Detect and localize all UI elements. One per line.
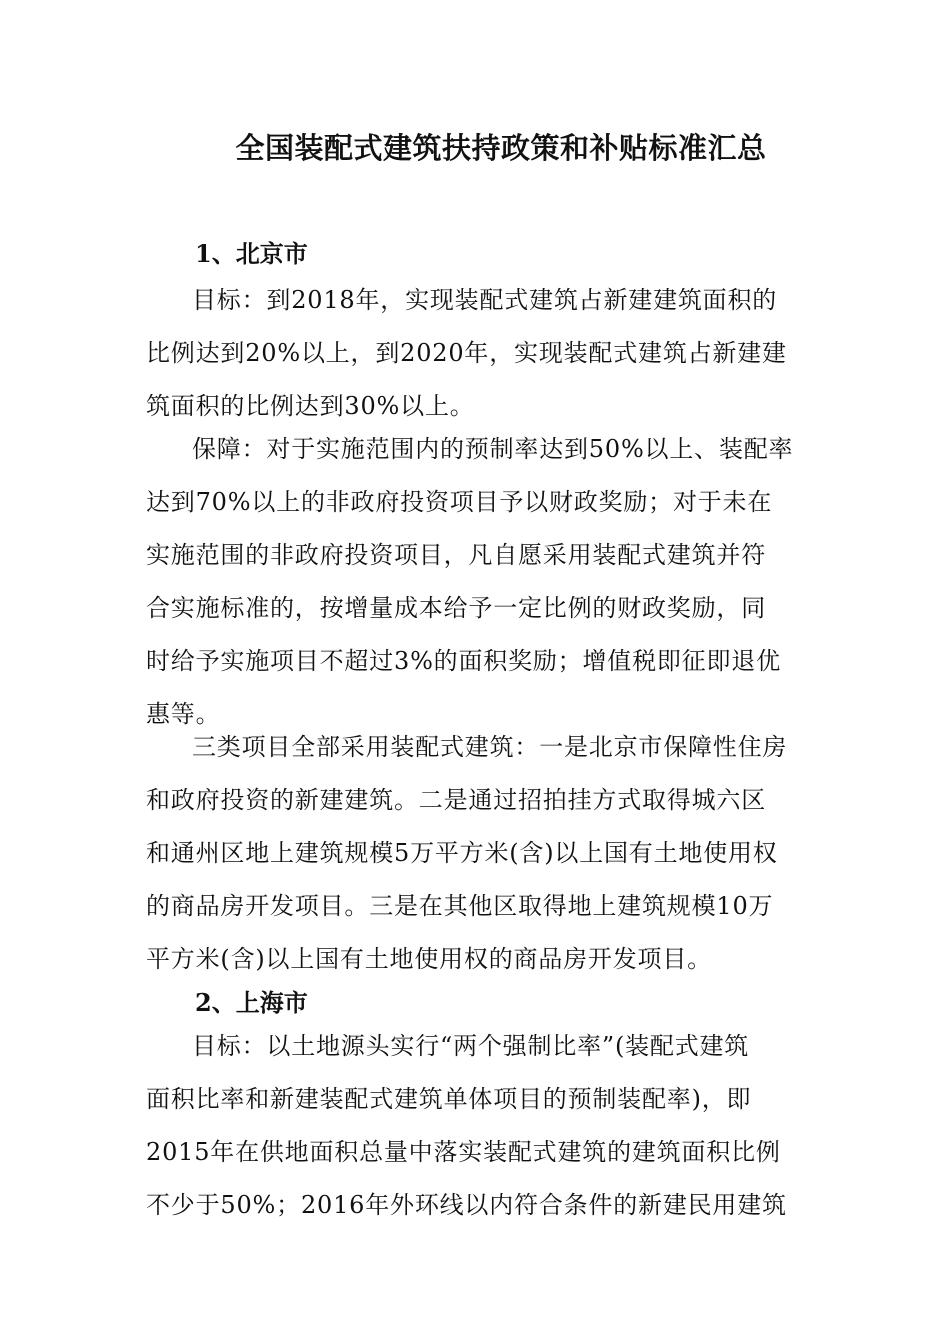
text-line: 不少于50%；2016年外环线以内符合条件的新建民用建筑 <box>146 1191 787 1219</box>
text-line: 比例达到20%以上，到2020年，实现装配式建筑占新建建 <box>146 339 787 367</box>
text-line: 面积比率和新建装配式建筑单体项目的预制装配率)，即 <box>146 1085 752 1113</box>
document-title: 全国装配式建筑扶持政策和补贴标准汇总 <box>235 131 767 165</box>
section-heading-beijing: 1、北京市 <box>195 239 308 268</box>
paragraph-beijing-goal <box>146 274 806 433</box>
text-line: 2015年在供地面积总量中落实装配式建筑的建筑面积比例 <box>146 1138 781 1166</box>
text-line: 保障：对于实施范围内的预制率达到50%以上、装配率 <box>192 435 794 463</box>
text-line: 的商品房开发项目。三是在其他区取得地上建筑规模10万 <box>146 892 774 920</box>
section-heading-shanghai: 2、上海市 <box>195 988 308 1017</box>
text-line: 合实施标准的，按增量成本给予一定比例的财政奖励，同 <box>146 594 766 622</box>
paragraph-shanghai-goal <box>146 1020 806 1232</box>
text-line: 和通州区地上建筑规模5万平方米(含)以上国有土地使用权 <box>146 839 778 867</box>
text-line: 目标：到2018年，实现装配式建筑占新建建筑面积的 <box>192 286 778 314</box>
text-line: 时给予实施项目不超过3%的面积奖励；增值税即征即退优 <box>146 647 781 675</box>
text-line: 三类项目全部采用装配式建筑：一是北京市保障性住房 <box>192 733 788 761</box>
text-line: 达到70%以上的非政府投资项目予以财政奖励；对于未在 <box>146 488 773 516</box>
text-line: 和政府投资的新建建筑。二是通过招拍挂方式取得城六区 <box>146 786 766 814</box>
text-line: 目标：以土地源头实行“两个强制比率”(装配式建筑 <box>192 1032 750 1060</box>
text-line: 平方米(含)以上国有土地使用权的商品房开发项目。 <box>146 945 712 973</box>
text-line: 实施范围的非政府投资项目，凡自愿采用装配式建筑并符 <box>146 541 766 569</box>
paragraph-beijing-support <box>146 423 806 741</box>
paragraph-beijing-projects <box>146 721 806 986</box>
text-line: 惠等。 <box>146 700 221 728</box>
text-line: 筑面积的比例达到30%以上。 <box>146 392 475 420</box>
